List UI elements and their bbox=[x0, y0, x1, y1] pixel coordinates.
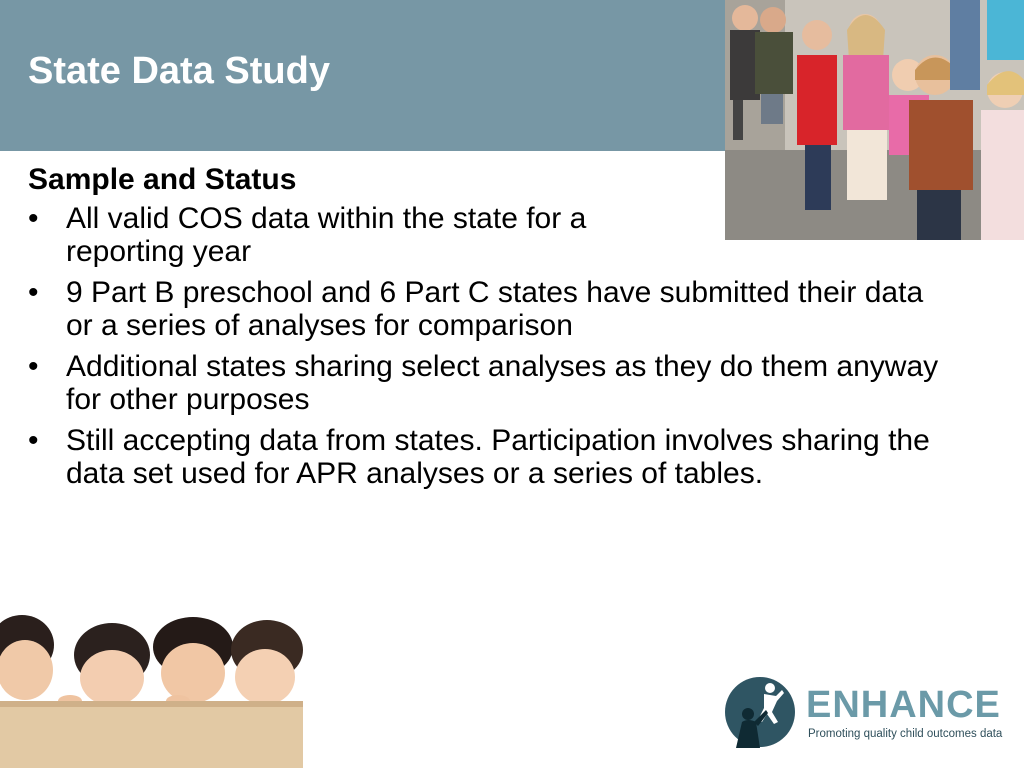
bullet-marker: • bbox=[28, 350, 39, 383]
bullet-text: Additional states sharing select analyses as they do them anyway for other purposes bbox=[66, 350, 939, 416]
bullet-text: Still accepting data from states. Participation involves sharing the data set used for APR analyses or a series of tables. bbox=[66, 424, 930, 490]
kids-peeking-photo bbox=[0, 575, 303, 768]
section-subheading: Sample and Status bbox=[28, 163, 297, 196]
slide-title: State Data Study bbox=[28, 50, 330, 92]
bullet-marker: • bbox=[28, 424, 39, 457]
bullet-text: All valid COS data within the state for a reporting year bbox=[66, 202, 587, 268]
bullet-list bbox=[28, 202, 958, 490]
bullet-item bbox=[28, 202, 958, 268]
logo-name: ENHANCE bbox=[806, 684, 1001, 726]
bullet-item bbox=[28, 424, 958, 490]
slide-content bbox=[28, 163, 958, 498]
parent-child-logo-icon bbox=[724, 676, 796, 748]
bullet-marker: • bbox=[28, 202, 39, 235]
logo-tagline: Promoting quality child outcomes data bbox=[808, 728, 1003, 740]
enhance-logo bbox=[724, 676, 1014, 752]
bullet-item bbox=[28, 350, 958, 416]
bullet-text: 9 Part B preschool and 6 Part C states have submitted their data or a series of analyses for comparison bbox=[66, 276, 924, 342]
bullet-marker: • bbox=[28, 276, 39, 309]
kids-peeking-illustration bbox=[0, 575, 303, 768]
bullet-item bbox=[28, 276, 958, 342]
